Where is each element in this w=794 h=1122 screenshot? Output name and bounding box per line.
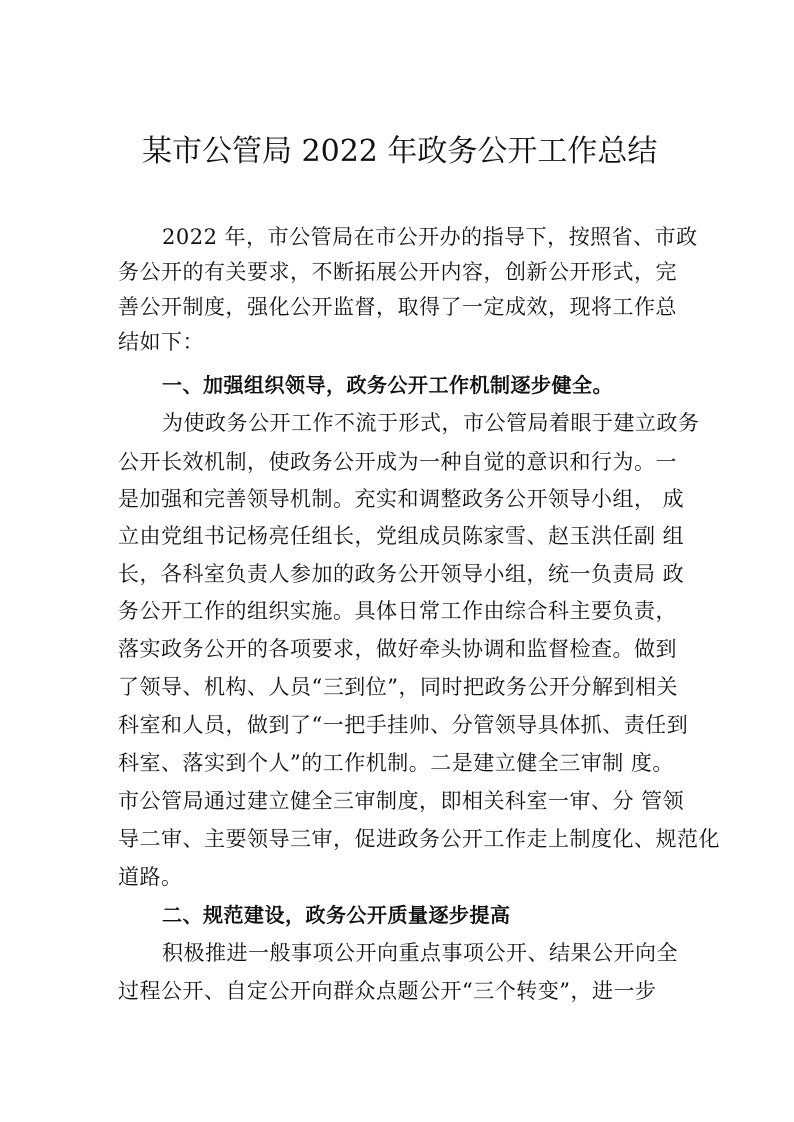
paragraph-line: 科室、落实到个人”的工作机制。二是建立健全三审制 度。 bbox=[118, 751, 674, 775]
paragraph-line: 落实政务公开的各项要求，做好牵头协调和监督检查。做到 bbox=[118, 637, 677, 661]
paragraph-line: 务公开的有关要求，不断拓展公开内容，创新公开形式，完 bbox=[118, 260, 677, 284]
document-title: 某市公管局 2022 年政务公开工作总结 bbox=[142, 134, 658, 169]
section-heading-1: 一、加强组织领导，政务公开工作机制逐步健全。 bbox=[162, 373, 613, 397]
paragraph-line: 积极推进一般事项公开向重点事项公开、结果公开向全 bbox=[162, 941, 678, 965]
paragraph-line: 是加强和完善领导机制。充实和调整政务公开领导小组， 成 bbox=[118, 487, 685, 511]
paragraph-line: 2022 年，市公管局在市公开办的指导下，按照省、市政 bbox=[162, 225, 698, 249]
paragraph-line: 道路。 bbox=[118, 865, 183, 889]
paragraph-line: 务公开工作的组织实施。具体日常工作由综合科主要负责， bbox=[118, 599, 677, 623]
paragraph-line: 过程公开、自定公开向群众点题公开“三个转变”，进一步 bbox=[118, 979, 657, 1003]
paragraph-line: 了领导、机构、人员“三到位”，同时把政务公开分解到相关 bbox=[118, 675, 678, 699]
paragraph-line: 市公管局通过建立健全三审制度，即相关科室一审、分 管领 bbox=[118, 789, 685, 813]
paragraph-line: 立由党组书记杨亮任组长，党组成员陈家雪、赵玉洪任副 组 bbox=[118, 524, 685, 548]
paragraph-line: 导二审、主要领导三审，促进政务公开工作走上制度化、规范化 bbox=[118, 827, 720, 851]
paragraph-line: 公开长效机制，使政务公开成为一种自觉的意识和行为。一 bbox=[118, 450, 677, 474]
paragraph-line: 长，各科室负责人参加的政务公开领导小组，统一负责局 政 bbox=[118, 562, 685, 586]
section-heading-2: 二、规范建设，政务公开质量逐步提高 bbox=[162, 903, 511, 927]
paragraph-line: 科室和人员，做到了“一把手挂帅、分管领导具体抓、责任到 bbox=[118, 713, 689, 737]
paragraph-line: 善公开制度，强化公开监督，取得了一定成效，现将工作总 bbox=[118, 295, 677, 319]
paragraph-line: 结如下： bbox=[118, 330, 204, 354]
paragraph-line: 为使政务公开工作不流于形式，市公管局着眼于建立政务 bbox=[162, 411, 700, 435]
